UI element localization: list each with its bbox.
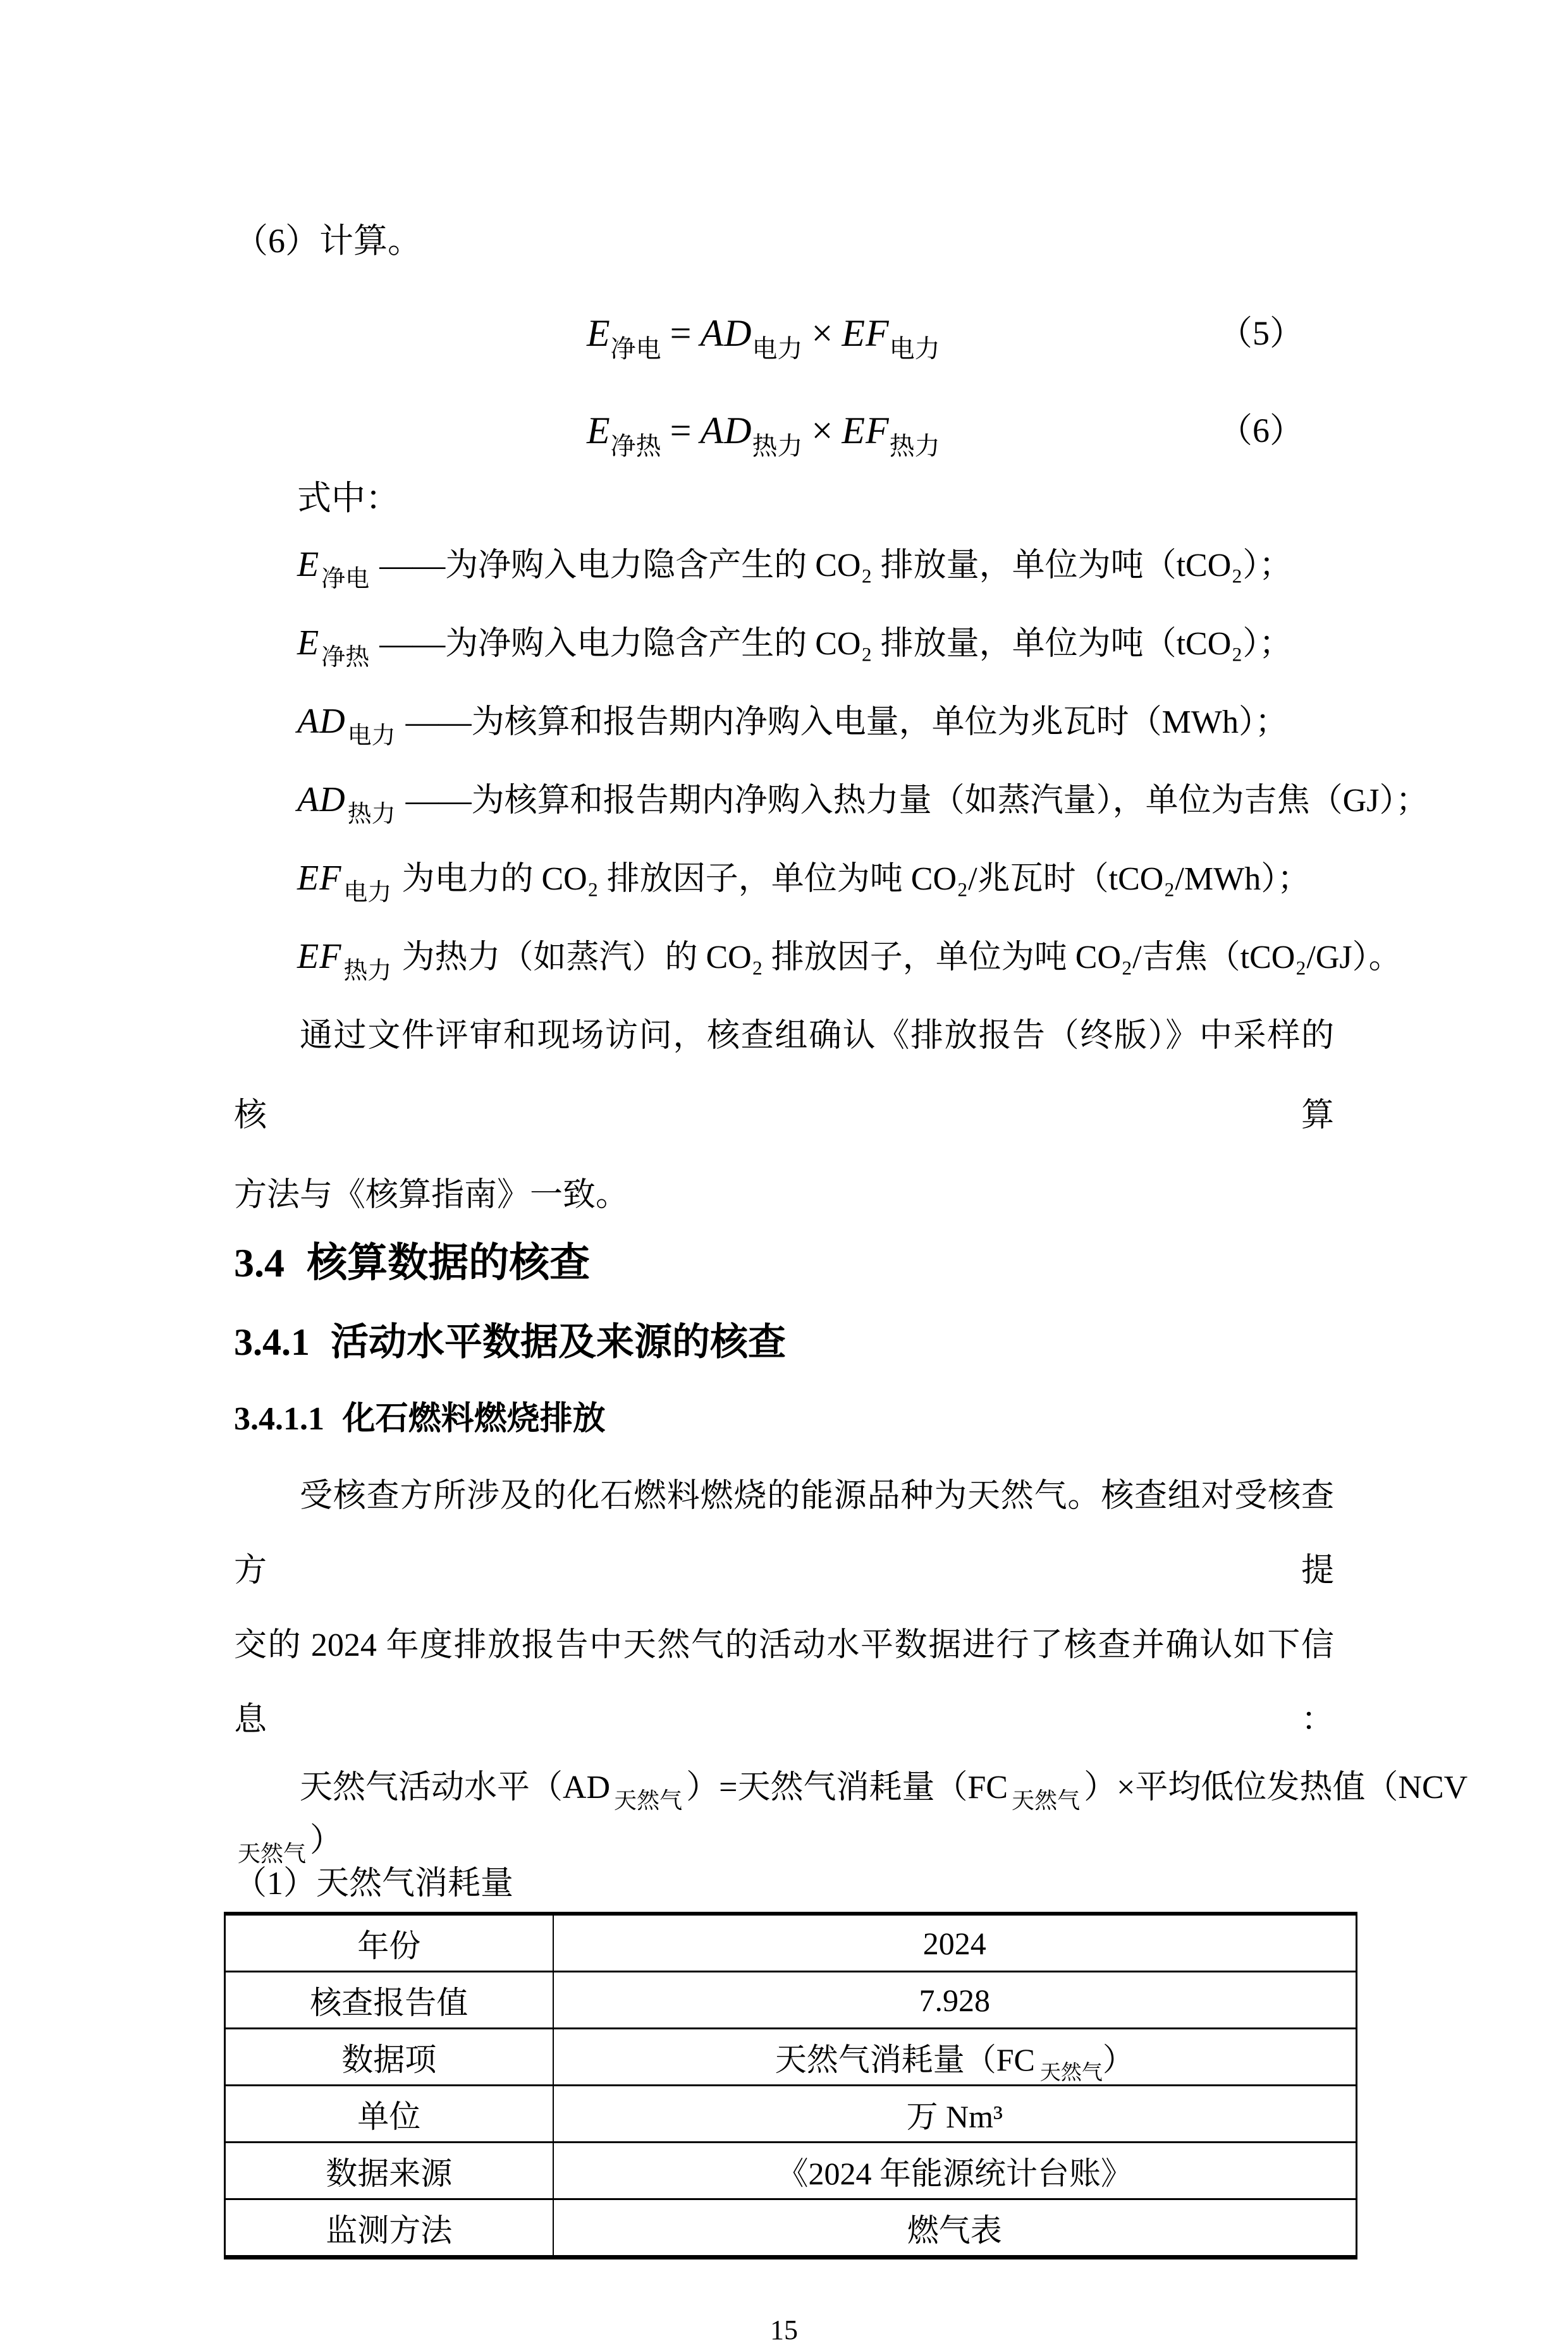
- definition-ef-dianli: [297, 840, 1334, 918]
- activity-segment: ）×平均低位发热值（NCV: [1084, 1770, 1468, 1806]
- formula-var-ef: EF: [842, 410, 890, 451]
- formula-var-ef: EF: [842, 312, 890, 354]
- def-var: E: [297, 623, 320, 663]
- table-row-unit: [225, 2086, 1357, 2143]
- def-text: ——为净购入电力隐含产生的 CO₂ 排放量，单位为吨（tCO₂）；: [379, 547, 1292, 584]
- table-cell-value: 7.928: [553, 1972, 1357, 2029]
- definition-ad-dianli: [297, 683, 1334, 761]
- times-sign: ×: [811, 312, 833, 354]
- activity-segment: 天然气活动水平（AD: [300, 1770, 611, 1806]
- formula-6-number: （6）: [1218, 412, 1304, 449]
- formula-5-number: （5）: [1218, 314, 1304, 352]
- formula-var-ad-subscript: 热力: [752, 432, 803, 460]
- confirm-paragraph-line1: 通过文件评审和现场访问，核查组确认《排放报告（终版）》中采样的核算: [234, 1018, 1334, 1134]
- fc-subscript: 天然气: [1039, 2062, 1103, 2085]
- fossil-paragraph-line2: 交的 2024 年度排放报告中天然气的活动水平数据进行了核查并确认如下信息：: [234, 1627, 1334, 1738]
- formula-5-row: [234, 310, 1334, 365]
- table-row-data-item: [225, 2029, 1357, 2086]
- table-cell-label: 数据来源: [225, 2143, 553, 2199]
- table-cell-label: 单位: [225, 2086, 553, 2143]
- section-title: 化石燃料燃烧排放: [342, 1401, 606, 1437]
- def-var: AD: [297, 702, 346, 741]
- def-var-subscript: 热力: [347, 801, 396, 828]
- data-item-text: 天然气消耗量（FC: [775, 2041, 1035, 2077]
- list-item-text: （1）天然气消耗量: [234, 1866, 514, 1902]
- def-var-subscript: 电力: [347, 723, 396, 750]
- page-footer: [234, 2313, 1334, 2348]
- definition-e-jingre: [297, 604, 1334, 683]
- activity-formula-wrap-line: [234, 1818, 1334, 1867]
- activity-level-formula: [234, 1758, 1468, 1818]
- data-item-close: ）: [1102, 2041, 1134, 2077]
- table-cell-label: 监测方法: [225, 2199, 553, 2258]
- formula-var-ad-subscript: 电力: [752, 334, 803, 363]
- def-var: EF: [297, 937, 342, 976]
- formula-var-ef-subscript: 热力: [889, 432, 940, 460]
- table-cell-label: 年份: [225, 1914, 553, 1972]
- list-item-gas-consumption: [234, 1864, 1334, 1904]
- section-title: 核算数据的核查: [307, 1240, 591, 1285]
- definition-ad-reli: [297, 761, 1429, 840]
- formula-var-e: E: [587, 410, 611, 451]
- table-row-monitoring-method: [225, 2199, 1357, 2258]
- section-number: 3.4: [234, 1240, 285, 1285]
- table-row-data-source: [225, 2143, 1357, 2199]
- def-var: EF: [297, 859, 342, 898]
- ncv-subscript: 天然气: [238, 1841, 307, 1867]
- table-cell-value: 《2024 年能源统计台账》: [553, 2143, 1357, 2199]
- section-heading-3-4: [234, 1235, 1334, 1291]
- formula-5-expression: [587, 310, 940, 363]
- ad-subscript: 天然气: [614, 1788, 683, 1814]
- def-var-subscript: 净热: [321, 644, 370, 671]
- page-number: 15: [770, 2314, 798, 2345]
- table-cell-value: 2024: [553, 1914, 1357, 1972]
- fossil-paragraph-line1: 受核查方所涉及的化石燃料燃烧的能源品种为天然气。核查组对受核查方提: [234, 1478, 1334, 1589]
- formula-var-e: E: [587, 312, 611, 354]
- times-sign: ×: [811, 410, 833, 451]
- section-heading-3-4-1-1: [234, 1397, 1334, 1441]
- def-var: AD: [297, 780, 346, 819]
- equals-sign: =: [670, 312, 692, 354]
- fc-subscript: 天然气: [1012, 1788, 1081, 1814]
- gas-consumption-table: [224, 1912, 1357, 2259]
- equals-sign: =: [670, 410, 692, 451]
- def-var-subscript: 电力: [343, 879, 392, 907]
- formula-6-expression: [587, 407, 940, 460]
- section-number: 3.4.1.1: [234, 1401, 324, 1437]
- variable-definitions: [234, 517, 1429, 996]
- formula-var-ad: AD: [700, 410, 752, 451]
- table-cell-label: 数据项: [225, 2029, 553, 2086]
- formula-var-ef-subscript: 电力: [889, 334, 940, 363]
- confirm-paragraph-line2: 方法与《核算指南》一致。: [234, 1177, 629, 1213]
- section-heading-3-4-1: [234, 1318, 1334, 1367]
- def-text: ——为核算和报告期内净购入热力量（如蒸汽量），单位为吉焦（GJ）；: [405, 783, 1429, 819]
- table-cell-label: 核查报告值: [225, 1972, 553, 2029]
- def-var-subscript: 热力: [343, 958, 392, 985]
- activity-segment: ）=天然气消耗量（FC: [686, 1770, 1008, 1806]
- formula-6-row: [234, 407, 1334, 463]
- def-text: ——为核算和报告期内净购入电量，单位为兆瓦时（MWh）；: [405, 704, 1288, 740]
- formula-var-e-subscript: 净热: [610, 432, 661, 460]
- def-var-subscript: 净电: [321, 566, 370, 593]
- where-label: 式中：: [297, 479, 400, 517]
- table-row-verified-value: [225, 1972, 1357, 2029]
- calc-item-label: （6）计算。: [234, 222, 422, 260]
- def-text: 为热力（如蒸汽）的 CO₂ 排放因子，单位为吨 CO₂/吉焦（tCO₂/GJ）。: [401, 939, 1402, 975]
- def-text: ——为净购入电力隐含产生的 CO₂ 排放量，单位为吨（tCO₂）；: [379, 626, 1292, 662]
- definition-ef-reli: [297, 918, 1402, 996]
- section-title: 活动水平数据及来源的核查: [331, 1321, 786, 1363]
- table-row-year: [225, 1914, 1357, 1972]
- section-number: 3.4.1: [234, 1321, 310, 1363]
- table-cell-value: 万 Nm³: [553, 2086, 1357, 2143]
- formula-var-e-subscript: 净电: [610, 334, 661, 363]
- table-cell-value: 燃气表: [553, 2199, 1357, 2258]
- definition-e-jingdian: [297, 526, 1334, 604]
- activity-close-paren: ）: [310, 1823, 343, 1859]
- def-var: E: [297, 545, 320, 584]
- table-cell-value: [553, 2029, 1357, 2086]
- def-text: 为电力的 CO₂ 排放因子，单位为吨 CO₂/兆瓦时（tCO₂/MWh）；: [401, 861, 1311, 897]
- formula-var-ad: AD: [700, 312, 752, 354]
